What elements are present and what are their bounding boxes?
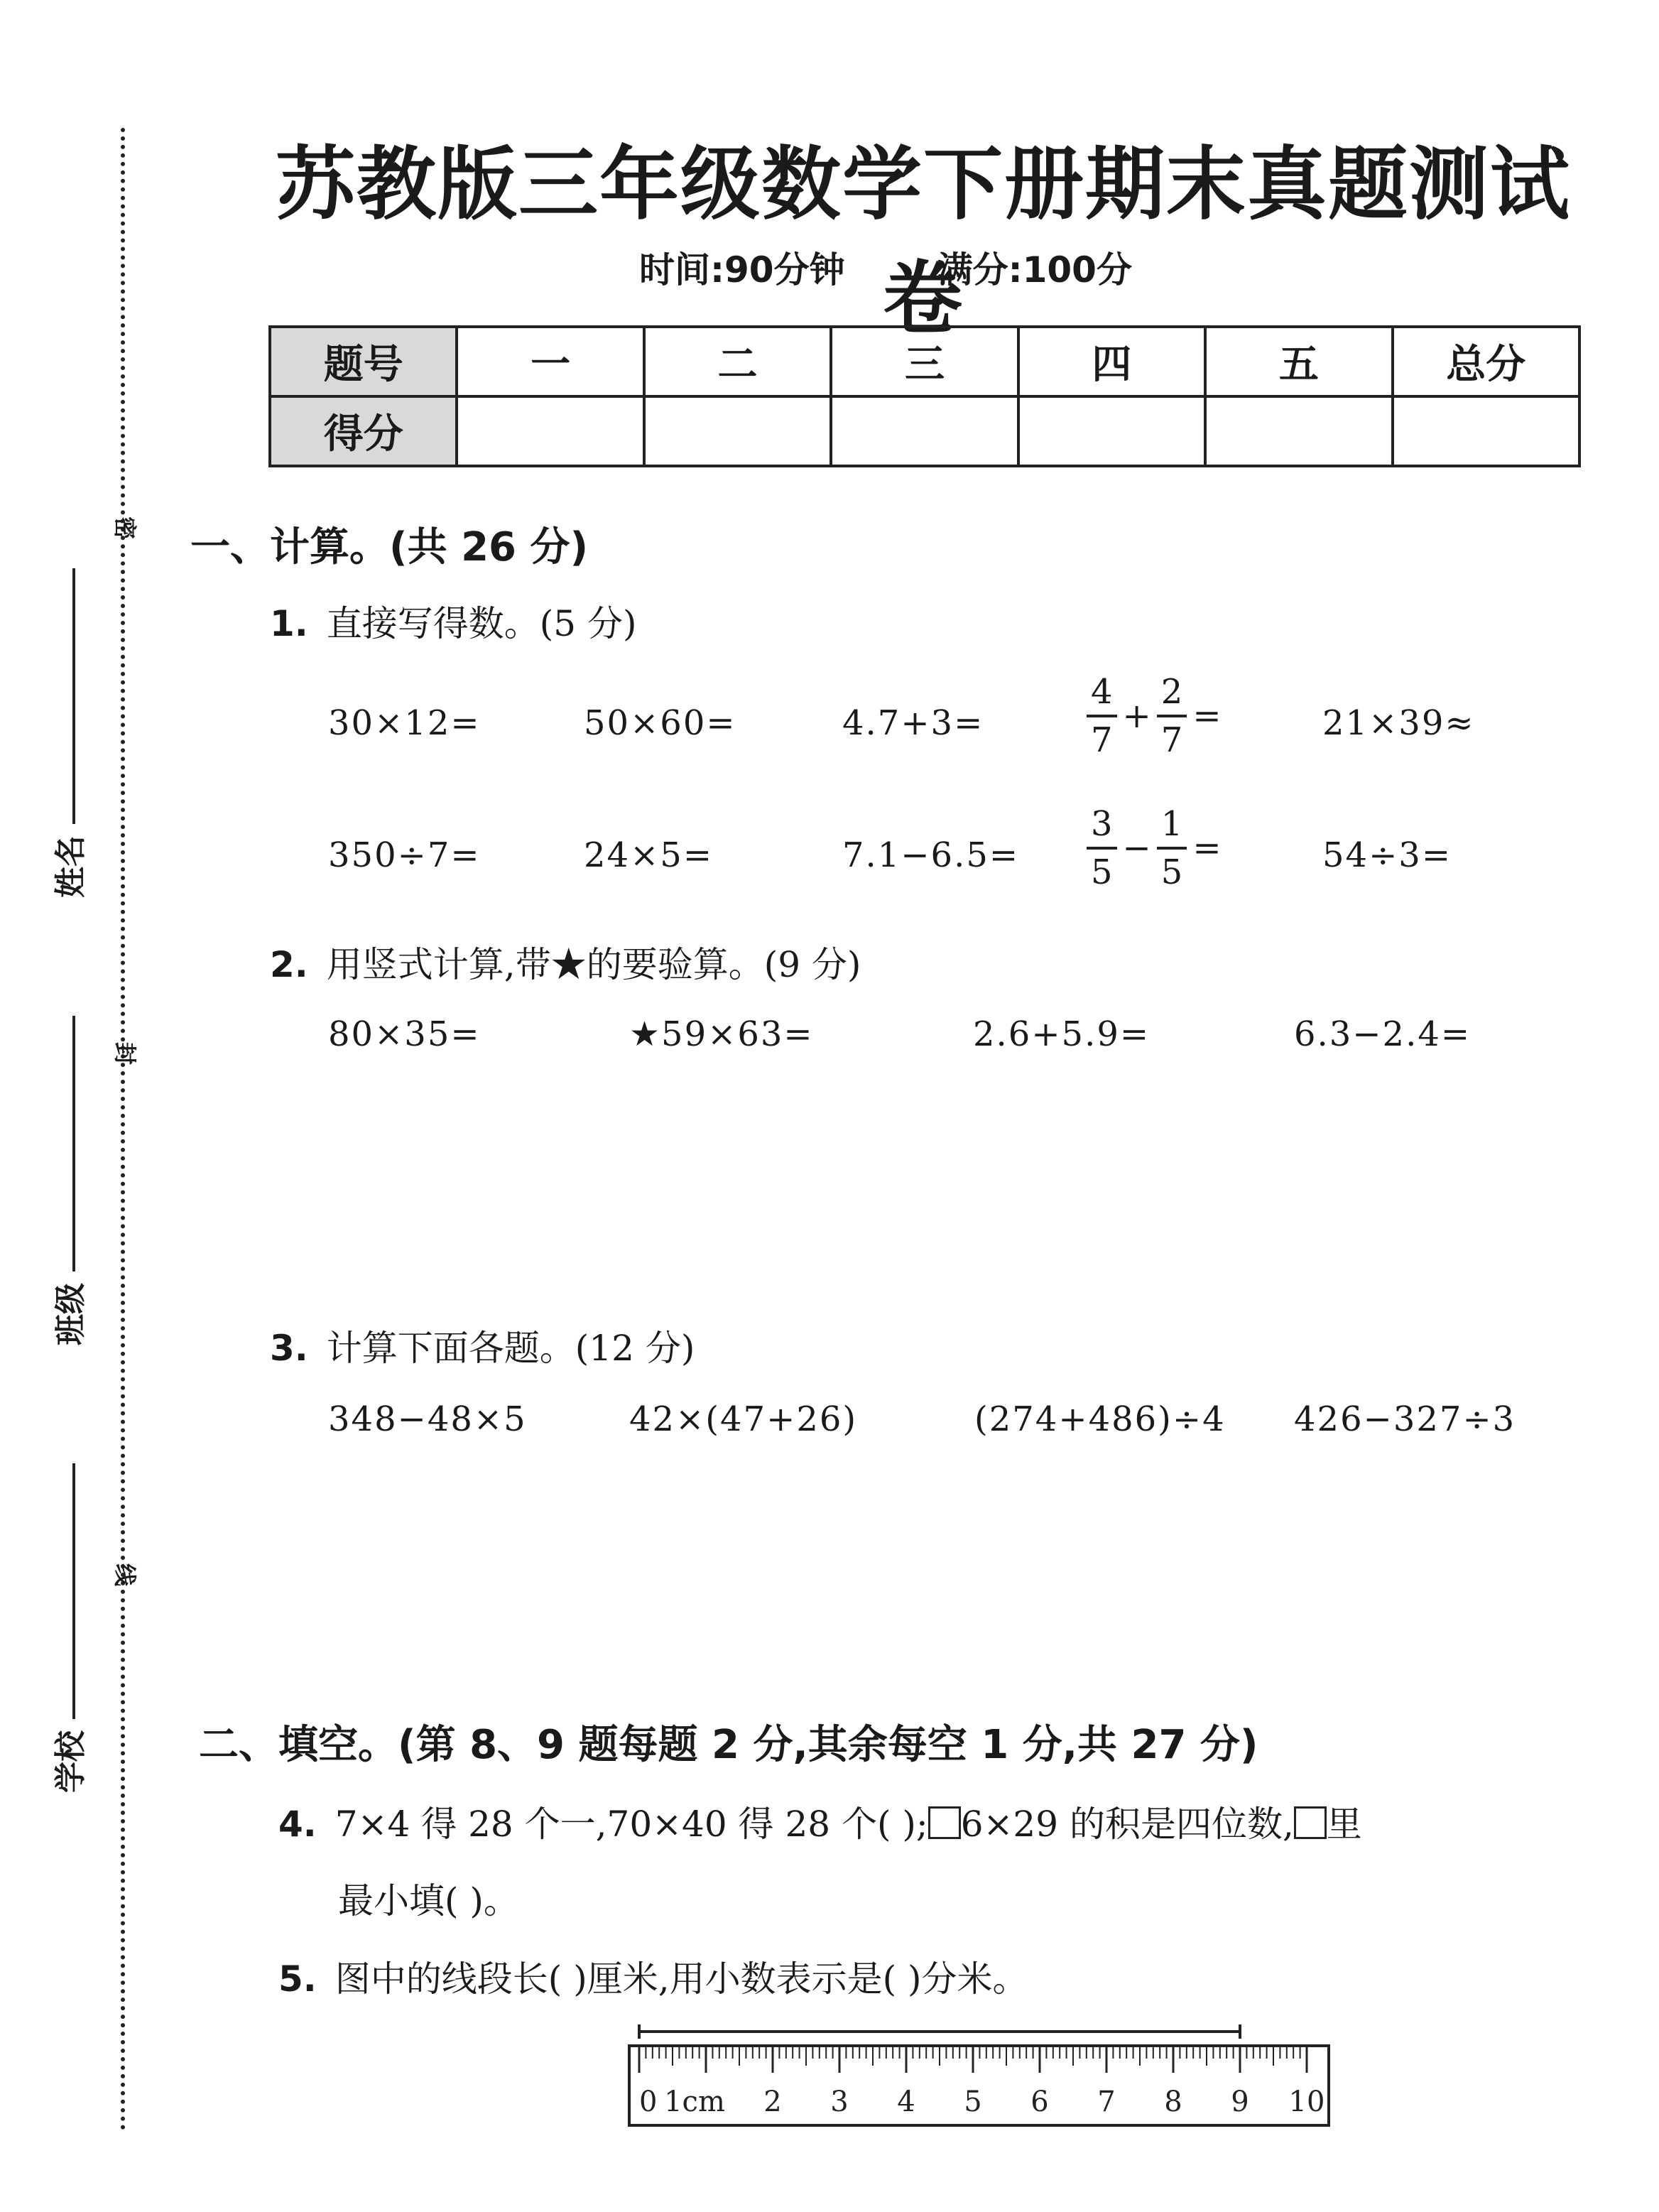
ruler-label: 0 — [639, 2086, 658, 2118]
score-row-label: 得分 — [270, 396, 457, 466]
q3-expr: 348−48×5 — [328, 1399, 527, 1439]
q1-expr: 4.7+3= — [842, 703, 984, 743]
ruler-label: 3 — [830, 2086, 849, 2118]
score-table-header: 总分 — [1393, 327, 1579, 396]
q2-number: 2. — [270, 944, 308, 985]
operator: + — [1122, 696, 1151, 736]
q2-expr: 6.3−2.4= — [1294, 1014, 1472, 1054]
q2-expr: 2.6+5.9= — [973, 1014, 1151, 1054]
q1-expr: 350÷7= — [328, 835, 481, 875]
page-title: 苏教版三年级数学下册期末真题测试卷 — [276, 139, 1571, 345]
q2-expr: 80×35= — [328, 1014, 481, 1054]
ruler-label: 10 — [1288, 2086, 1325, 2118]
binding-dotted-line — [121, 128, 125, 2131]
equals-sign: = — [1192, 828, 1222, 868]
q1-expr: 30×12= — [328, 703, 481, 743]
q4-line2: 最小填( )。 — [338, 1880, 519, 1921]
score-cell[interactable] — [644, 396, 831, 466]
q4-number: 4. — [278, 1804, 317, 1845]
fraction — [1157, 804, 1187, 892]
q5-number: 5. — [278, 1958, 317, 2000]
numerator: 2 — [1157, 675, 1187, 717]
q1-fraction-expr — [1087, 804, 1227, 892]
denominator: 7 — [1160, 720, 1183, 760]
ruler-label: 2 — [763, 2086, 782, 2118]
numerator: 1 — [1157, 807, 1187, 850]
blank-box[interactable] — [1294, 1806, 1327, 1839]
q5-text: 图中的线段长( )厘米,用小数表示是( )分米。 — [334, 1958, 1028, 2000]
q4-line1 — [278, 1796, 1362, 1847]
fraction — [1087, 804, 1117, 892]
q1-expr: 54÷3= — [1322, 835, 1452, 875]
ruler-figure — [618, 2017, 1342, 2131]
class-field-label: 班级 — [53, 1283, 89, 1345]
denominator: 5 — [1091, 852, 1113, 892]
score-table-header: 一 — [457, 327, 643, 396]
score-table-header-row — [270, 327, 1579, 396]
ruler-label: 6 — [1030, 2086, 1049, 2118]
seal-word-xian: 线 — [111, 1563, 138, 1586]
seal-word-feng: 封 — [111, 1041, 138, 1065]
q1-expr: 50×60= — [584, 703, 736, 743]
q4-text-part3: 里 — [1326, 1804, 1362, 1845]
equals-sign: = — [1192, 696, 1222, 736]
numerator: 3 — [1087, 807, 1117, 850]
exam-info — [639, 242, 1132, 293]
q4-text-part2: 6×29 的积是四位数, — [960, 1804, 1294, 1845]
q1-heading — [270, 595, 637, 646]
ruler-label: 1cm — [664, 2086, 725, 2118]
class-field-line — [72, 1016, 75, 1272]
score-cell[interactable] — [1018, 396, 1205, 466]
ruler-label: 5 — [964, 2086, 982, 2118]
q1-expr: 7.1−6.5= — [842, 835, 1020, 875]
fraction — [1087, 672, 1117, 760]
score-table-header: 四 — [1018, 327, 1205, 396]
score-table-header: 二 — [644, 327, 831, 396]
q2-text: 用竖式计算,带★的要验算。(9 分) — [326, 944, 861, 985]
time-limit: 时间:90分钟 — [639, 249, 845, 291]
score-table — [268, 325, 1581, 467]
q3-expr: 42×(47+26) — [629, 1399, 858, 1439]
full-score: 满分:100分 — [937, 249, 1132, 291]
q1-text: 直接写得数。(5 分) — [326, 603, 637, 644]
score-table-header: 三 — [831, 327, 1018, 396]
school-field-label: 学校 — [53, 1730, 89, 1793]
fraction — [1157, 672, 1187, 760]
q3-text: 计算下面各题。(12 分) — [326, 1328, 695, 1369]
section1-title: 一、计算。(共 26 分) — [190, 524, 589, 570]
school-field-line — [72, 1463, 75, 1719]
operator: − — [1122, 828, 1151, 868]
ruler-label: 7 — [1097, 2086, 1116, 2118]
section2-title: 二、填空。(第 8、9 题每题 2 分,其余每空 1 分,共 27 分) — [199, 1722, 1258, 1768]
score-cell[interactable] — [457, 396, 643, 466]
name-field-line — [72, 568, 75, 824]
denominator: 5 — [1160, 852, 1183, 892]
q1-number: 1. — [270, 603, 308, 644]
score-table-score-row — [270, 396, 1579, 466]
q3-number: 3. — [270, 1328, 308, 1369]
ruler-label: 4 — [897, 2086, 915, 2118]
q1-expr: 21×39≈ — [1322, 703, 1475, 743]
q3-expr: (274+486)÷4 — [974, 1399, 1226, 1439]
denominator: 7 — [1091, 720, 1113, 760]
score-cell[interactable] — [831, 396, 1018, 466]
q4-text-part1: 7×4 得 28 个一,70×40 得 28 个( ); — [334, 1804, 928, 1845]
q1-fraction-expr — [1087, 672, 1227, 760]
name-field-label: 姓名 — [53, 835, 89, 898]
numerator: 4 — [1087, 675, 1117, 717]
q2-expr: ★59×63= — [629, 1014, 814, 1054]
seal-word-mi: 密 — [111, 516, 138, 539]
q5-heading — [278, 1951, 1028, 2002]
score-cell[interactable] — [1205, 396, 1392, 466]
blank-box[interactable] — [928, 1806, 961, 1839]
q3-expr: 426−327÷3 — [1294, 1399, 1516, 1439]
q1-expr: 24×5= — [584, 835, 714, 875]
score-cell[interactable] — [1393, 396, 1579, 466]
q3-heading — [270, 1320, 695, 1371]
ruler-label: 9 — [1231, 2086, 1249, 2118]
q2-heading — [270, 936, 861, 987]
ruler-label: 8 — [1164, 2086, 1182, 2118]
score-table-header: 五 — [1205, 327, 1392, 396]
score-table-header: 题号 — [270, 327, 457, 396]
